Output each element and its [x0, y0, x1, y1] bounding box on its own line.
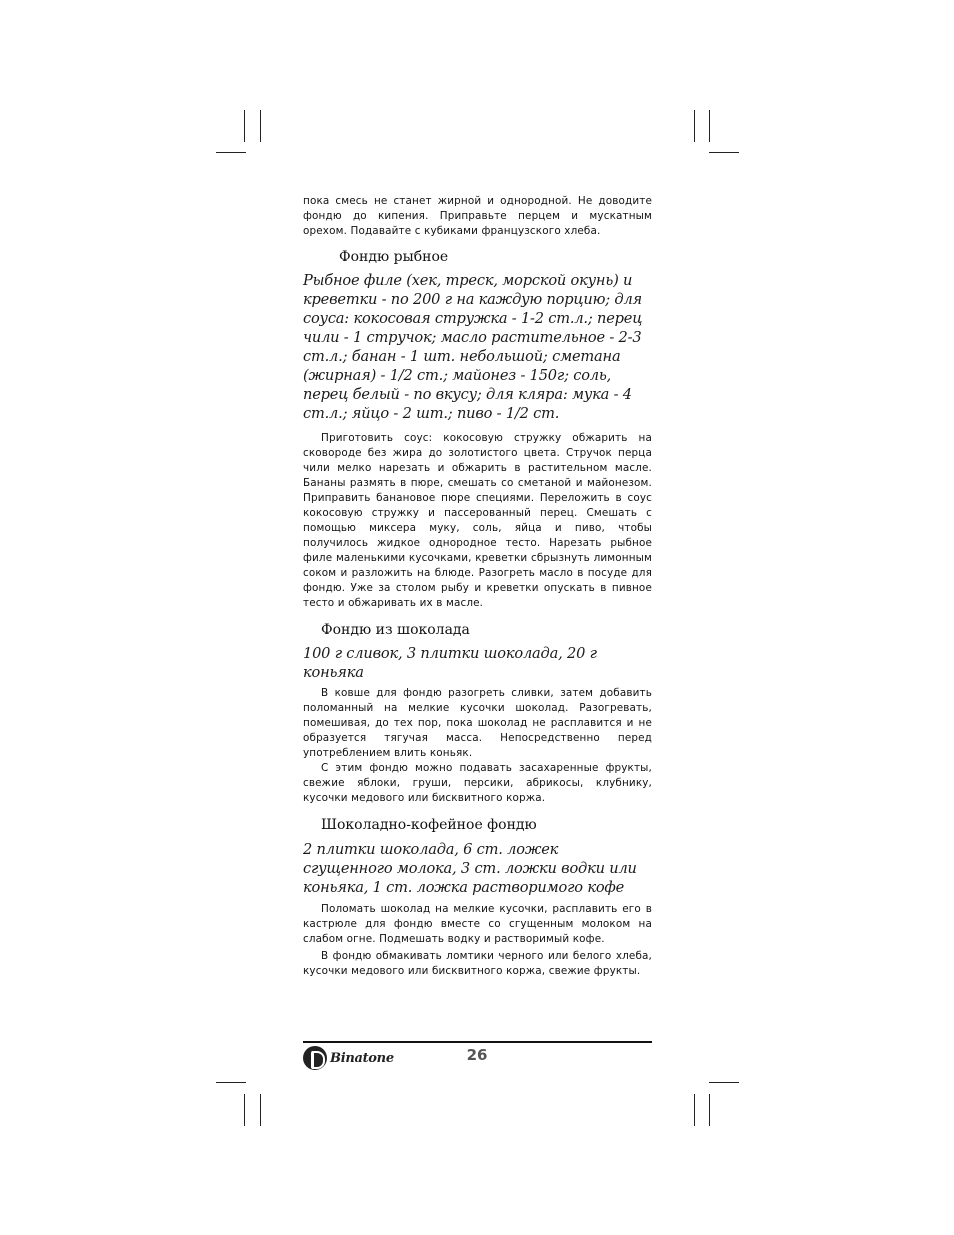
crop-mark	[694, 1094, 695, 1126]
instructions-chocolate-coffee-fondue-2: В фондю обмакивать ломтики черного или белого хлеба, кусочки медового или бисквитного коржа, свежие фрукты.	[303, 950, 652, 977]
instructions-fish-fondue: Приготовить соус: кокосовую стружку обжарить на сковороде без жира до золотистого цвета. Стручок перца чили мелко нарезать и обжарить в растительном масле. Бананы размять в пюре, смешать со сметаной и майонезом. Приправить банановое пюре специями. Переложить в соус кокосовую стружку и пассерованный перец. Смешать с помощью миксера муку, соль, яйца и пиво, чтобы получилось жидкое однородное тесто. Нарезать рыбное филе маленькими кусочками, креветки сбрызнуть лимонным соком и разложить на блюде. Разогреть масло в посуде для фондю. Уже за столом рыбу и креветки опускать в пивное тесто и обжаривать их в масле.	[303, 432, 652, 609]
ingredients-chocolate-fondue: 100 г сливок, 3 плитки шоколада, 20 г коньяка	[303, 645, 597, 681]
section-title-fish-fondue: Фондю рыбное	[339, 249, 449, 265]
crop-mark	[709, 1094, 710, 1126]
instructions-chocolate-coffee-fondue-1: Поломать шоколад на мелкие кусочки, расплавить его в кастрюле для фондю вместе со сгущенным молоком на слабом огне. Подмешать водку и растворимый кофе.	[303, 903, 652, 945]
crop-mark	[260, 110, 261, 142]
intro-paragraph: пока смесь не станет жирной и однородной. Не доводите фондю до кипения. Приправьте перцем и мускатным орехом. Подавайте с кубиками французского хлеба.	[303, 195, 652, 237]
ingredients-fish-fondue: Рыбное филе (хек, треск, морской окунь) и креветки - по 200 г на каждую порцию; для соуса: кокосовая стружка - 1-2 ст.л.; перец чили - 1 стручок; масло растительное - 2-3 ст.л.; банан - 1 шт. небольшой; сметана (жирная) - 1/2 ст.; майонез - 150г; соль, перец белый - по вкусу; для кляра: мука - 4 ст.л.; яйцо - 2 шт.; пиво - 1/2 ст.	[303, 272, 643, 422]
section-title-chocolate-fondue: Фондю из шоколада	[321, 622, 470, 638]
crop-mark	[709, 110, 710, 142]
crop-mark	[709, 1082, 739, 1083]
brand-name: Binatone	[330, 1050, 394, 1066]
crop-mark	[694, 110, 695, 142]
ingredients-chocolate-coffee-fondue: 2 плитки шоколада, 6 ст. ложек сгущенного молока, 3 ст. ложки водки или коньяка, 1 ст. ложка растворимого кофе	[303, 841, 637, 896]
crop-mark	[216, 1082, 246, 1083]
section-title-chocolate-coffee-fondue: Шоколадно-кофейное фондю	[321, 817, 537, 833]
crop-mark	[244, 1094, 245, 1126]
page-number: 26	[466, 1046, 488, 1064]
page-content	[303, 194, 652, 979]
instructions-chocolate-fondue-1: В ковше для фондю разогреть сливки, затем добавить поломанный на мелкие кусочки шоколад. Разогревать, помешивая, до тех пор, пока шоколад не расплавится и не образуется тягучая масса. Непосредственно перед употреблением влить коньяк.	[303, 687, 652, 759]
binatone-logo-icon	[303, 1046, 327, 1070]
brand-logo	[303, 1046, 394, 1070]
crop-mark	[260, 1094, 261, 1126]
instructions-chocolate-fondue-2: С этим фондю можно подавать засахаренные фрукты, свежие яблоки, груши, персики, абрикосы, клубнику, кусочки медового или бисквитного коржа.	[303, 762, 652, 804]
crop-mark	[216, 152, 246, 153]
footer-rule	[303, 1041, 652, 1043]
crop-mark	[244, 110, 245, 142]
crop-mark	[709, 152, 739, 153]
